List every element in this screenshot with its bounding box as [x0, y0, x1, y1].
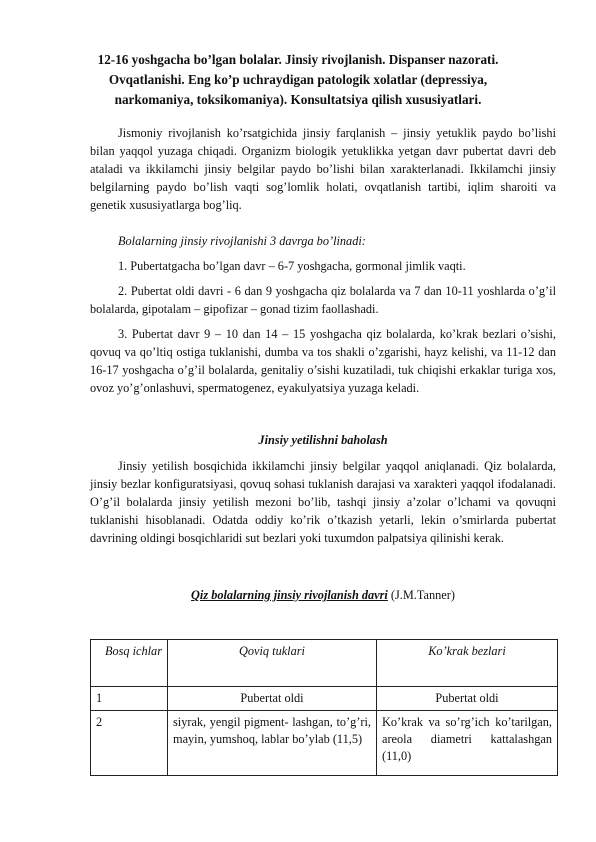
table-caption-title: Qiz bolalarning jinsiy rivojlanish davri	[191, 588, 388, 602]
row-2-breasts: Ko’krak va so’rg’ich ko’tarilgan, areola diametri kattalashgan (11,0)	[377, 711, 558, 776]
row-1-breasts: Pubertat oldi	[377, 687, 558, 711]
table-row	[91, 687, 558, 711]
row-2-pubic-hair: siyrak, yengil pigment- lashgan, to’g’ri, mayin, yumshoq, lablar bo’ylab (11,5)	[168, 711, 377, 776]
row-1-stage: 1	[91, 687, 168, 711]
periods-heading: Bolalarning jinsiy rivojlanishi 3 davrga bo’linadi:	[118, 234, 366, 248]
table-caption-source: (J.M.Tanner)	[390, 588, 455, 602]
table-header-row	[91, 640, 558, 687]
intro-paragraph: Jismoniy rivojlanish ko’rsatgichida jinsiy farqlanish – jinsiy yetuklik paydo bo’lishi bilan yaqqol yuzaga chiqadi. Organizm biologik yetuklikka yetgan davr pubertat davri deb ataladi va ikkilamchi jinsiy belgilar paydo bo’lishi bilan xarakterlanadi. Ikkilamchi jinsiy belgilarning paydo bo’lish vaqti sog’lomlik holati, ovqatlanish tartibi, iqlim sharoiti va genetik xususiyatlarga bog’liq.	[90, 126, 556, 212]
document-title: 12-16 yoshgacha bo’lgan bolalar. Jinsiy rivojlanish. Dispanser nazorati. Ovqatlanishi. Eng ko’p uchraydigan patologik xolatlar (depressiya, narkomaniya, toksikomaniya). Konsultatsiya qilish xususiyatlari.	[97, 52, 499, 107]
table-caption	[90, 586, 556, 604]
puberty-stages-table	[90, 639, 558, 776]
period-3-paragraph: 3. Pubertat davr 9 – 10 dan 14 – 15 yoshgacha qiz bolalarda, ko’krak bezlari o’sishi, qovuq va qo’ltiq ostiga tuklanishi, dumba va tos shakli o’zgarishi, hayz kelishi, va 11-12 dan 16-17 yoshgacha o’g’il bolalarda, genitaliy o’sishi kuzatiladi, tuk chiqishi erkaklar turiga xos, ovoz yo’g’onlashuvi, spermatogenez, eyakulyatsiya yuzaga keladi.	[90, 327, 556, 395]
header-pubic-hair: Qoviq tuklari	[168, 640, 377, 687]
period-1-paragraph: 1. Pubertatgacha bo’lgan davr – 6-7 yoshgacha, gormonal jimlik vaqti.	[118, 259, 466, 273]
row-2-stage: 2	[91, 711, 168, 776]
row-1-pubic-hair: Pubertat oldi	[168, 687, 377, 711]
assessment-heading: Jinsiy yetilishni baholash	[258, 433, 388, 447]
assessment-paragraph: Jinsiy yetilish bosqichida ikkilamchi jinsiy belgilar yaqqol aniqlanadi. Qiz bolalarda, jinsiy bezlar konfiguratsiyasi, qovuq sohasi tuklanish darajasi va xarakteri yaqqol ifodalanadi. O’g’il bolalarda jinsiy yetilish mezoni bo’lib, tashqi jinsiy a’zolar o’lchami va qovuqni tuklanishi hisoblanadi. Odatda oddiy ko’rik o’tkazish yetarli, lekin o’smirlarda pubertat davrining oldingi bosqichlaridi sut bezlari yoki tuxumdon palpatsiya qilinishi kerak.	[90, 459, 556, 545]
period-2-paragraph: 2. Pubertat oldi davri - 6 dan 9 yoshgacha qiz bolalarda va 7 dan 10-11 yoshlarda o’g’il bolalarda, gipotalam – gipofizar – gonad tizim faollashadi.	[90, 284, 556, 316]
table-row	[91, 711, 558, 776]
header-breasts: Ko’krak bezlari	[377, 640, 558, 687]
header-stages: Bosq ichlar	[91, 640, 168, 687]
